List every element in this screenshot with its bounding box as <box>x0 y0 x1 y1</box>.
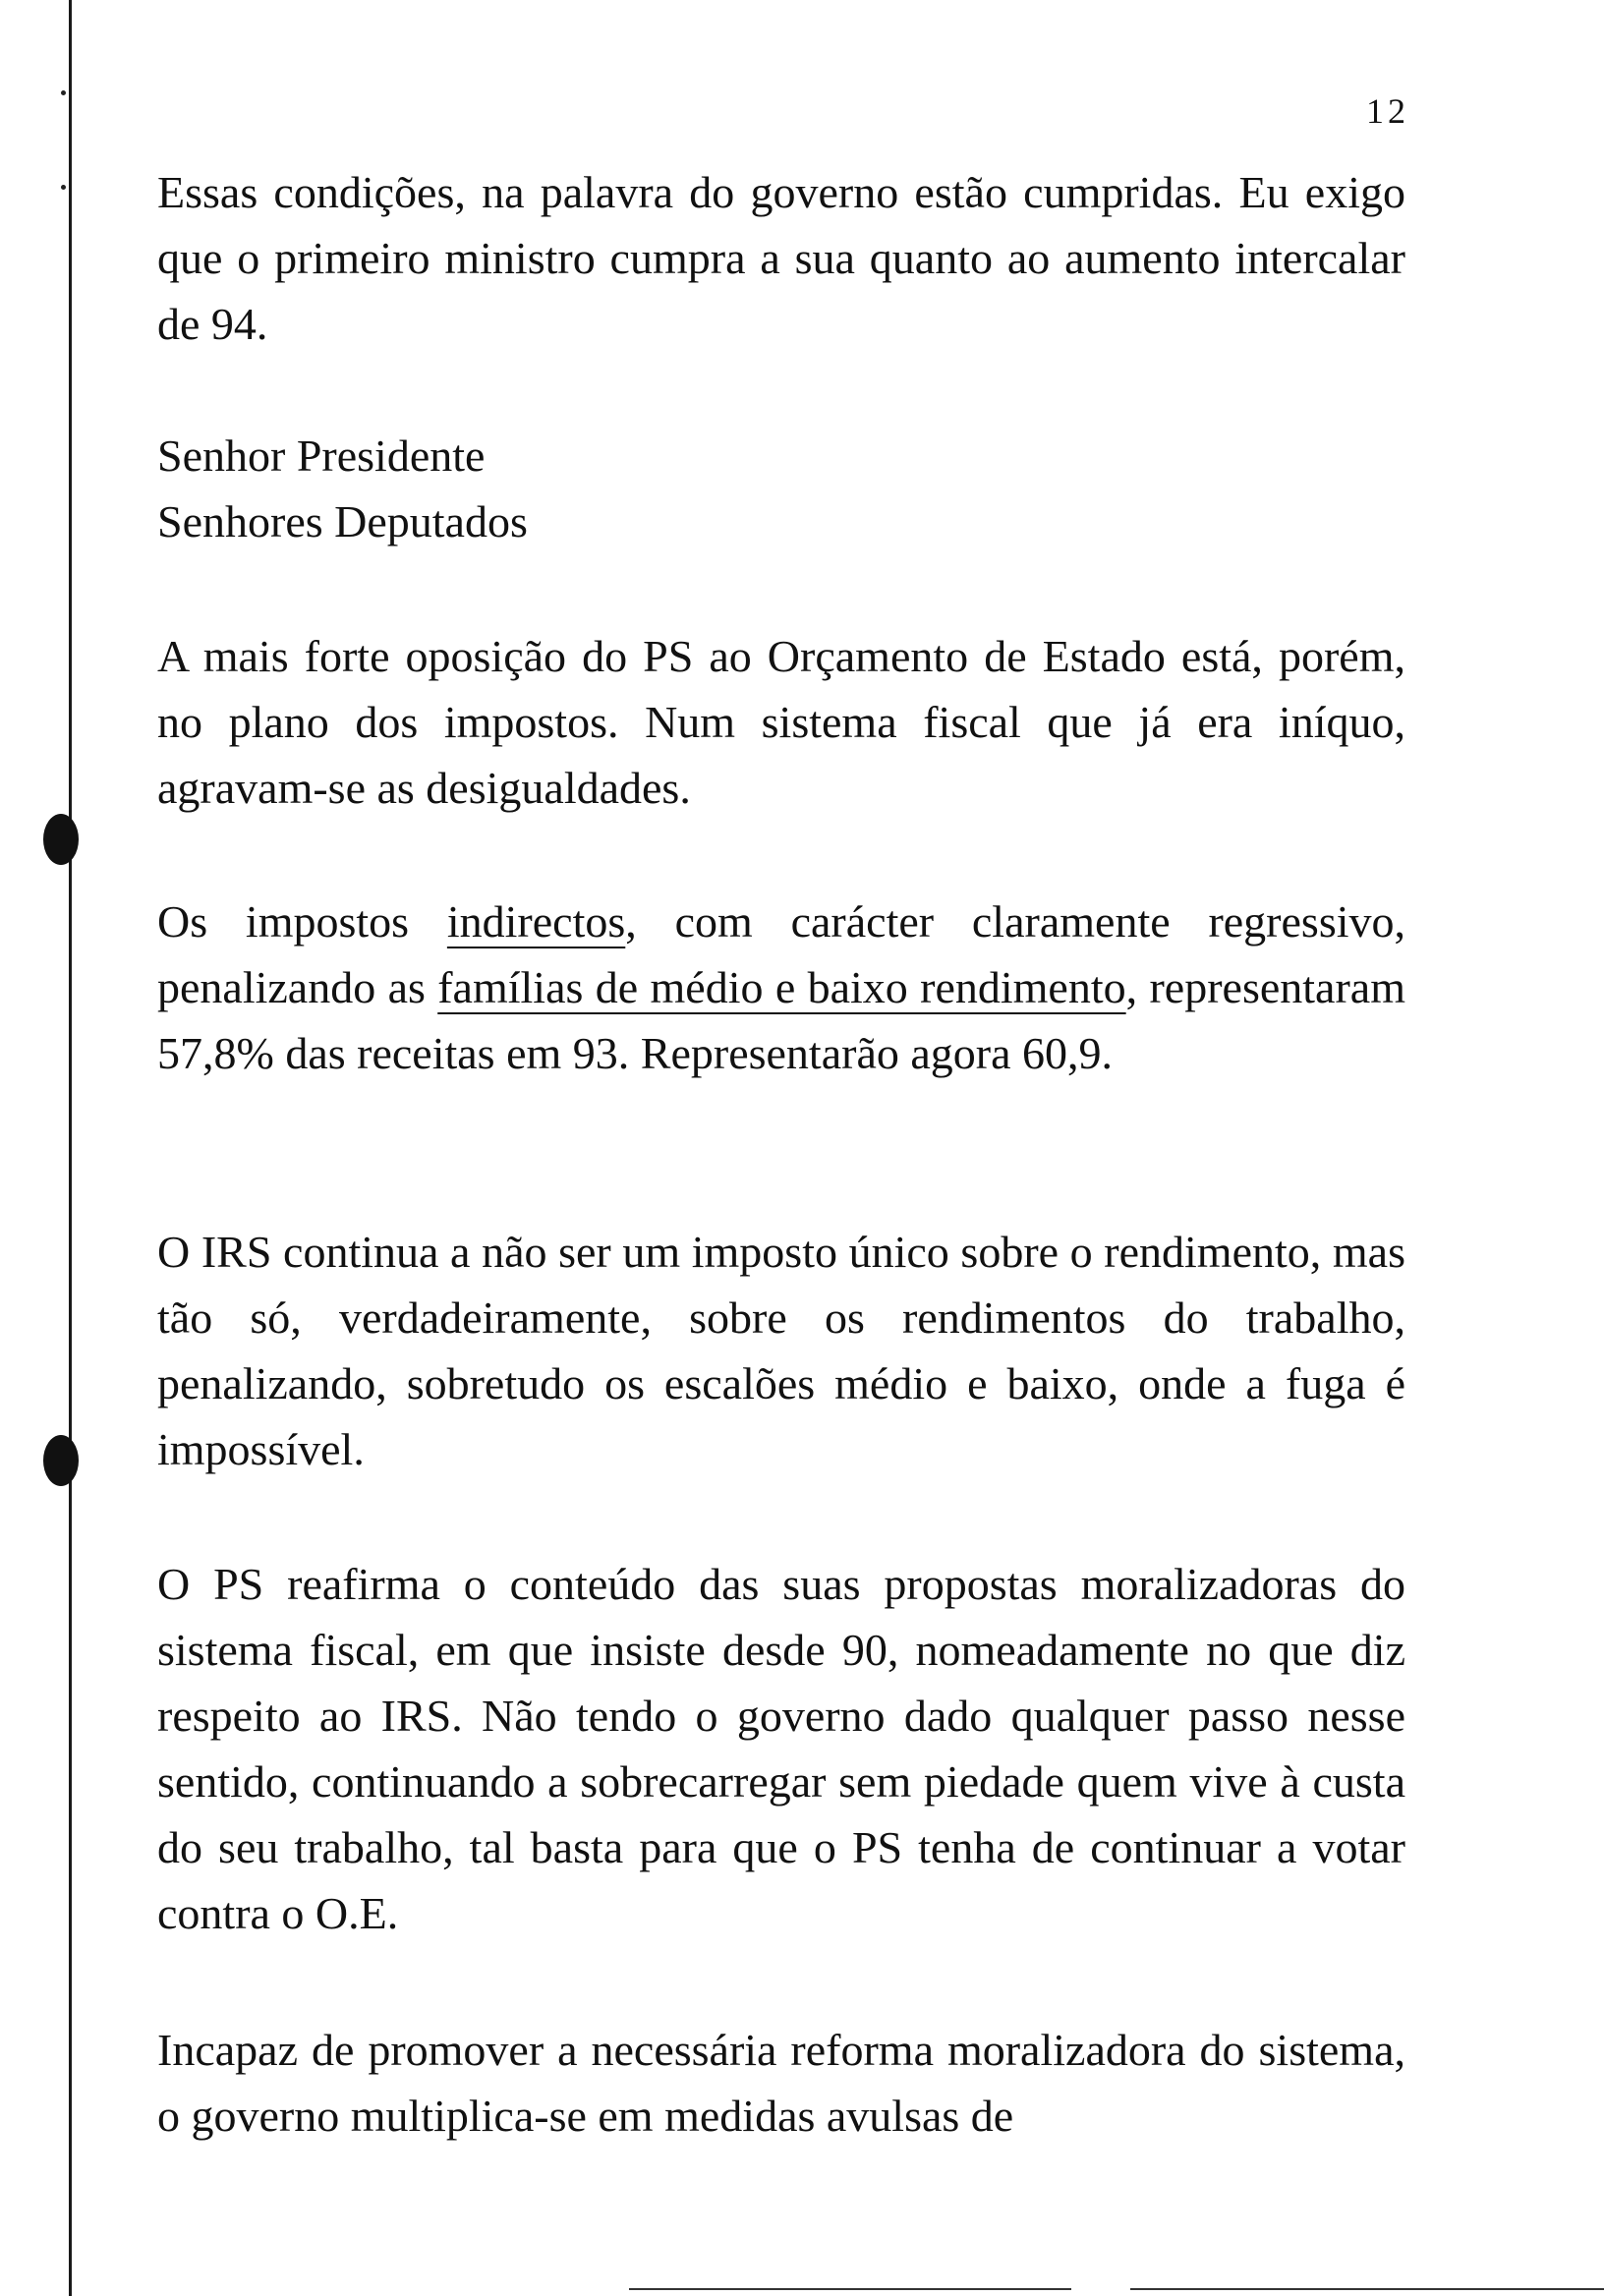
text-run: Os impostos <box>157 896 447 947</box>
underlined-text: famílias de médio e baixo rendimento <box>437 962 1126 1012</box>
paragraph-text: O PS reafirma o conteúdo das suas propostas moralizadoras do sistema fiscal, em que insiste desde 90, nomeadamente no que diz respeito ao IRS. Não tendo o governo dado qualquer passo nesse sentido, continuando a sobrecarregar sem piedade quem vive à custa do seu trabalho, tal basta para que o PS tenha de continuar a votar contra o O.E. <box>157 1559 1405 1938</box>
paragraph-text: Essas condições, na palavra do governo estão cumpridas. Eu exigo que o primeiro ministro cumpra a sua quanto ao aumento intercalar de 94. <box>157 167 1405 349</box>
paragraph-4 <box>157 889 1405 1086</box>
paragraph-5 <box>157 1219 1405 1482</box>
footer-rule <box>1130 2288 1604 2290</box>
paragraph-7 <box>157 2017 1405 2149</box>
paragraph-text: A mais forte oposição do PS ao Orçamento de Estado está, porém, no plano dos impostos. Num sistema fiscal que já era iníquo, agravam-se as desigualdades. <box>157 631 1405 813</box>
page-left-edge <box>69 0 72 2296</box>
salutation-line: Senhor Presidente <box>157 430 486 481</box>
text-run: , representaram 57,8% das receitas em 93. Representarão agora 60,9. <box>157 962 1405 1078</box>
paragraph-3 <box>157 623 1405 821</box>
paragraph-text <box>157 889 1405 1086</box>
punch-hole <box>43 1435 79 1486</box>
scan-speck <box>61 185 66 190</box>
salutation-line: Senhores Deputados <box>157 496 528 546</box>
paragraph-1 <box>157 159 1405 357</box>
punch-hole <box>43 814 79 865</box>
page-number: 12 <box>1366 91 1409 131</box>
paragraph-6 <box>157 1551 1405 1946</box>
paragraph-text: Incapaz de promover a necessária reforma moralizadora do sistema, o governo multiplica-se em medidas avulsas de <box>157 2025 1405 2141</box>
paragraph-text: O IRS continua a não ser um imposto único sobre o rendimento, mas tão só, verdadeiramente, sobre os rendimentos do trabalho, penalizando, sobretudo os escalões médio e baixo, onde a fuga é impossível. <box>157 1227 1405 1474</box>
salutation <box>157 423 1405 554</box>
scan-speck <box>61 90 66 95</box>
text-run: , com carácter claramente regressivo, penalizando as <box>157 896 1405 1012</box>
footer-rule <box>629 2288 1071 2290</box>
underlined-text: indirectos <box>446 896 626 947</box>
